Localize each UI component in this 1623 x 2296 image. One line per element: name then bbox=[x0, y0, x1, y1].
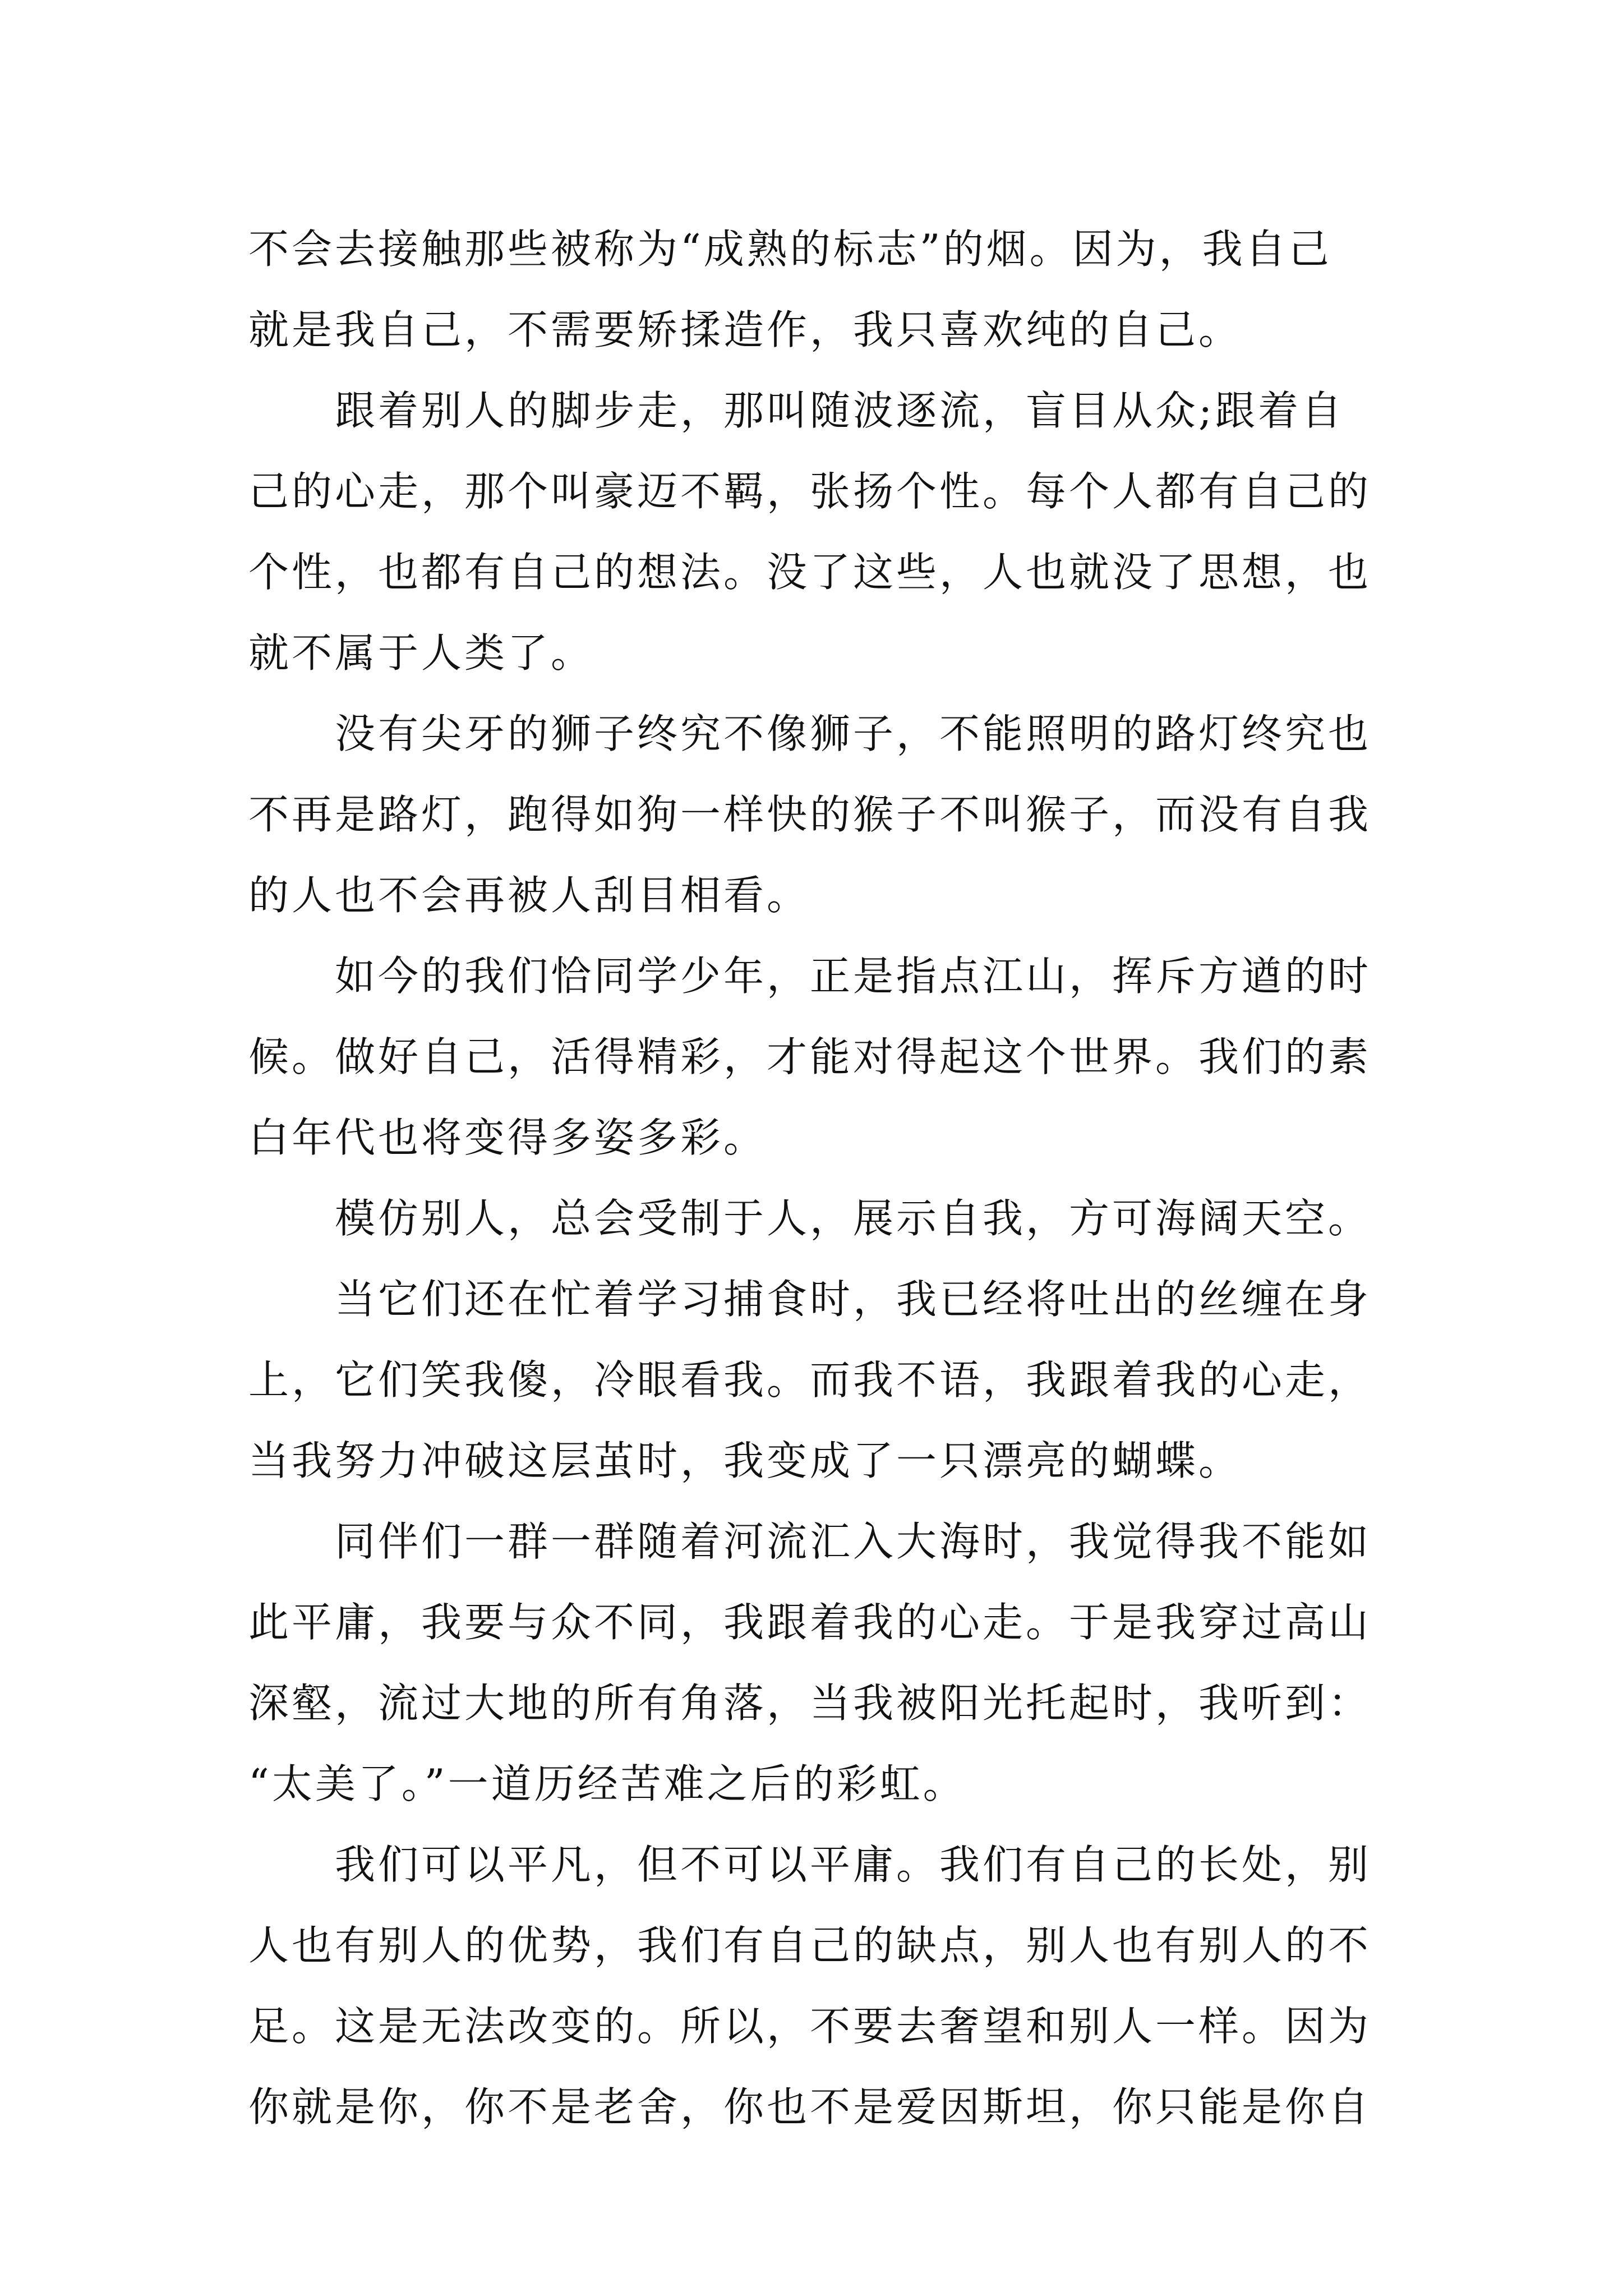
text-line: 此平庸，我要与众不同，我跟着我的心走。于是我穿过高山 bbox=[248, 1599, 1372, 1646]
text-line: 上，它们笑我傻，冷眼看我。而我不语，我跟着我的心走， bbox=[248, 1356, 1372, 1404]
text-line: 深壑，流过大地的所有角落，当我被阳光托起时，我听到： bbox=[248, 1680, 1372, 1727]
text-line: 白年代也将变得多姿多彩。 bbox=[248, 1114, 767, 1161]
text-line: 就是我自己，不需要矫揉造作，我只喜欢纯的自己。 bbox=[248, 306, 1242, 353]
paragraph-start-line: 如今的我们恰同学少年，正是指点江山，挥斥方遒的时 bbox=[335, 953, 1372, 1000]
text-line: 的人也不会再被人刮目相看。 bbox=[248, 872, 810, 919]
text-line: 候。做好自己，活得精彩，才能对得起这个世界。我们的素 bbox=[248, 1033, 1372, 1080]
text-line: 你就是你，你不是老舍，你也不是爱因斯坦，你只能是你自 bbox=[248, 2083, 1372, 2131]
paragraph-start-line: 同伴们一群一群随着河流汇入大海时，我觉得我不能如 bbox=[335, 1518, 1372, 1565]
text-line: “太美了。”一道历经苦难之后的彩虹。 bbox=[248, 1760, 966, 1807]
paragraph-start-line: 没有尖牙的狮子终究不像狮子，不能照明的路灯终究也 bbox=[335, 710, 1372, 757]
paragraph-start-line: 当它们还在忙着学习捕食时，我已经将吐出的丝缠在身 bbox=[335, 1276, 1372, 1323]
text-line: 个性，也都有自己的想法。没了这些，人也就没了思想，也 bbox=[248, 549, 1372, 596]
essay-body bbox=[248, 209, 1387, 2147]
text-line: 己的心走，那个叫豪迈不羁，张扬个性。每个人都有自己的 bbox=[248, 468, 1372, 515]
text-line: 就不属于人类了。 bbox=[248, 629, 594, 677]
text-line: 足。这是无法改变的。所以，不要去奢望和别人一样。因为 bbox=[248, 2003, 1372, 2050]
text-line: 当我努力冲破这层茧时，我变成了一只漂亮的蝴蝶。 bbox=[248, 1437, 1242, 1484]
paragraph-start-line: 模仿别人，总会受制于人，展示自我，方可海阔天空。 bbox=[335, 1195, 1372, 1242]
paragraph-start-line: 我们可以平凡，但不可以平庸。我们有自己的长处，别 bbox=[335, 1841, 1372, 1888]
text-line: 人也有别人的优势，我们有自己的缺点，别人也有别人的不 bbox=[248, 1922, 1372, 1969]
text-line: 不再是路灯，跑得如狗一样快的猴子不叫猴子，而没有自我 bbox=[248, 791, 1372, 838]
text-line: 不会去接触那些被称为“成熟的标志”的烟。因为，我自己 bbox=[248, 226, 1332, 273]
paragraph-start-line: 跟着别人的脚步走，那叫随波逐流，盲目从众;跟着自 bbox=[335, 387, 1345, 434]
